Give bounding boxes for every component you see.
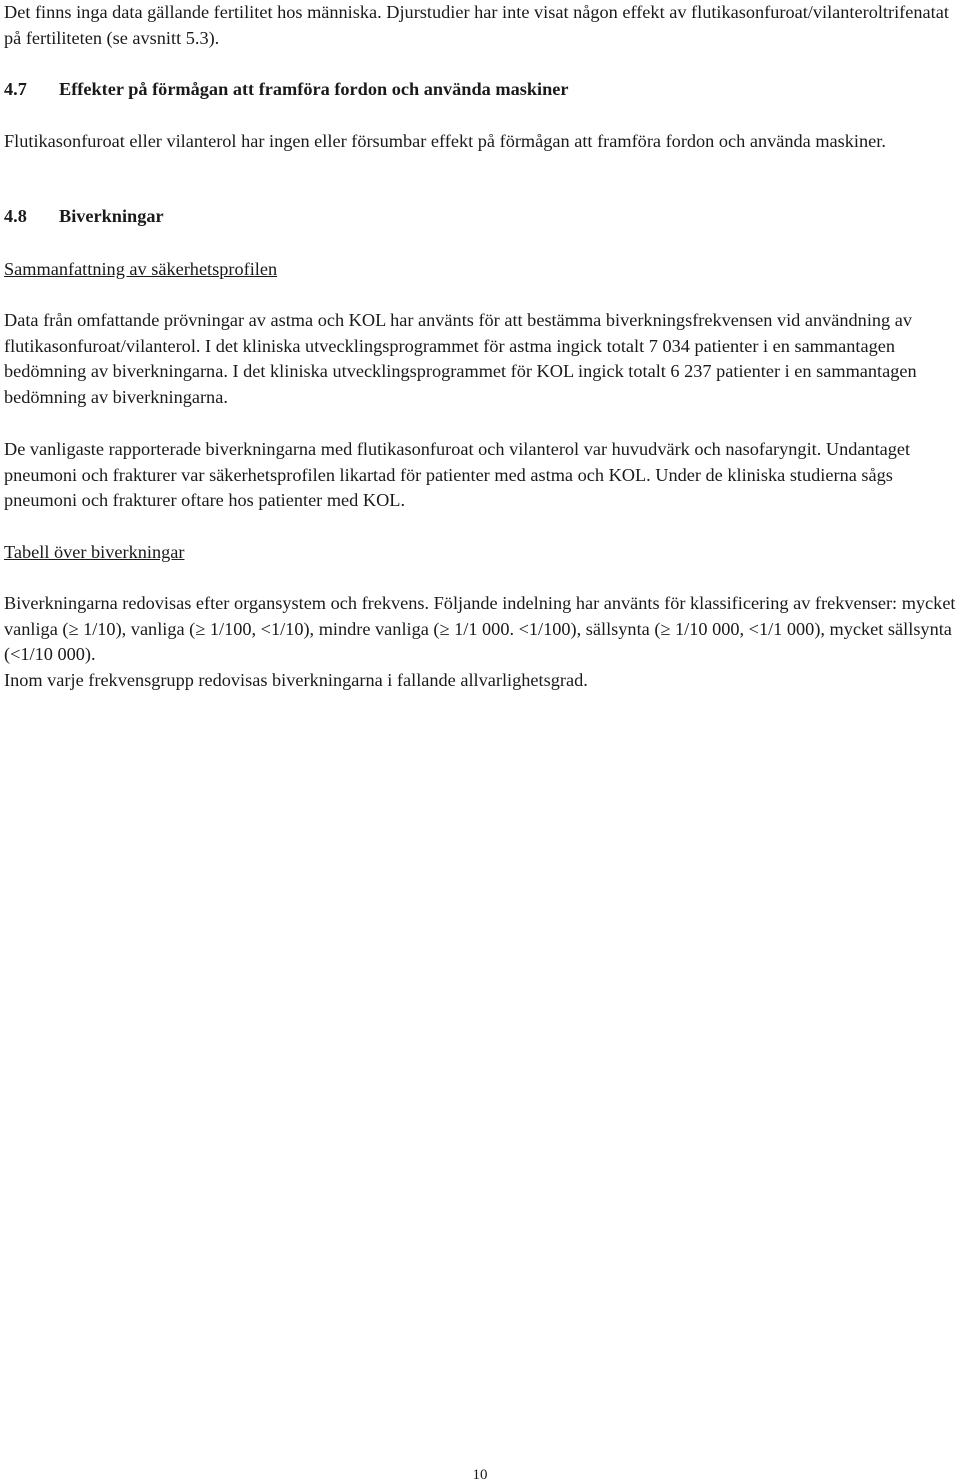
section-4-8-heading <box>4 204 958 230</box>
common-reactions-paragraph: De vanligaste rapporterade biverkningarna med flutikasonfuroat och vilanterol var huvudvärk och nasofaryngit. Undantaget pneumoni och frakturer var säkerhetsprofilen likartad för patienter med astma och KOL. Under de kliniska studierna sågs pneumoni och frakturer oftare hos patienter med KOL. <box>4 439 911 511</box>
trial-data-paragraph: Data från omfattande prövningar av astma och KOL har använts för att bestämma biverkningsfrekvensen vid användning av flutikasonfuroat/vilanterol. I det kliniska utvecklingsprogrammet för astma ingick totalt 7 034 patienter i en sammantagen bedömning av biverkningarna. I det kliniska utvecklingsprogrammet för KOL ingick totalt 6 237 patienter i en sammantagen bedömning av biverkningarna. <box>4 310 917 407</box>
section-4-7-heading <box>4 77 958 103</box>
section-4-8-number: 4.8 <box>4 206 27 226</box>
frequency-classification-paragraph: Biverkningarna redovisas efter organsystem och frekvens. Följande indelning har använts för klassificering av frekvenser: mycket vanliga (≥ 1/10), vanliga (≥ 1/100, <1/10), mindre vanliga (≥ 1/1 000. <1/100), sällsynta (≥ 1/10 000, <1/1 000), mycket sällsynta (<1/10 000). <box>4 593 956 665</box>
section-4-7-title: Effekter på förmågan att framföra fordon och använda maskiner <box>59 79 569 99</box>
page-number: 10 <box>472 1467 488 1483</box>
safety-summary-heading: Sammanfattning av säkerhetsprofilen <box>4 259 278 279</box>
reactions-table-heading: Tabell över biverkningar <box>4 542 185 562</box>
section-4-8-title: Biverkningar <box>59 206 164 226</box>
severity-order-paragraph: Inom varje frekvensgrupp redovisas biverkningarna i fallande allvarlighetsgrad. <box>4 670 588 690</box>
section-4-7-number: 4.7 <box>4 79 27 99</box>
section-4-7-body: Flutikasonfuroat eller vilanterol har ingen eller försumbar effekt på förmågan att framföra fordon och använda maskiner. <box>4 131 886 151</box>
fertility-paragraph: Det finns inga data gällande fertilitet hos människa. Djurstudier har inte visat någon effekt av flutikasonfuroat/vilanteroltrifenatat på fertiliteten (se avsnitt 5.3). <box>4 2 949 48</box>
